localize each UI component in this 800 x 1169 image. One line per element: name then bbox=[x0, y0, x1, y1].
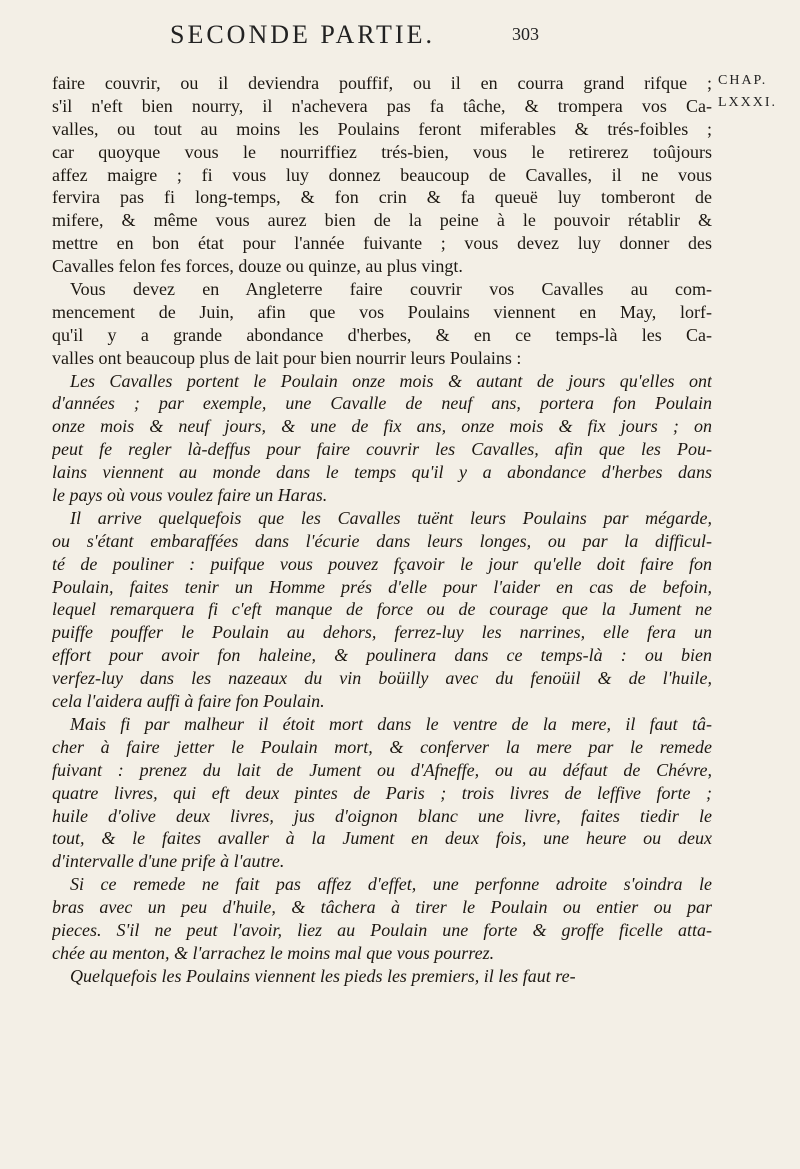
text-line: cela l'aidera auffi à faire fon Poulain. bbox=[52, 691, 325, 712]
text-line: qu'il y a grande abondance d'herbes, & en ce temps-là les Ca- bbox=[52, 324, 712, 345]
paragraph bbox=[52, 873, 712, 965]
text-line: pieces. S'il ne peut l'avoir, liez au Poulain une forte & groffe ficelle atta- bbox=[52, 919, 712, 940]
text-line: Poulain, faites tenir un Homme prés d'elle pour l'aider en cas de befoin, bbox=[52, 576, 712, 597]
body-text bbox=[52, 72, 712, 988]
text-line: Les Cavalles portent le Poulain onze mois & autant de jours qu'elles ont bbox=[70, 370, 712, 391]
chapter-marker bbox=[718, 70, 798, 114]
text-line: affez maigre ; fi vous luy donnez beaucoup de Cavalles, il ne vous bbox=[52, 164, 712, 185]
text-line: valles ont beaucoup plus de lait pour bien nourrir leurs Poulains : bbox=[52, 347, 522, 368]
text-line: Cavalles felon fes forces, douze ou quinze, au plus vingt. bbox=[52, 256, 463, 277]
text-line: ou s'étant embaraffées dans l'écurie dans leurs longes, ou par la difficul- bbox=[52, 530, 712, 551]
text-line: mencement de Juin, afin que vos Poulains viennent en May, lorf- bbox=[52, 301, 712, 322]
text-line: effort pour avoir fon haleine, & poulinera dans ce temps-là : ou bien bbox=[52, 645, 712, 666]
paragraph bbox=[52, 965, 712, 988]
text-line: d'années ; par exemple, une Cavalle de neuf ans, portera fon Poulain bbox=[52, 393, 712, 414]
chapter-number: LXXXI. bbox=[718, 95, 778, 110]
text-line: fuivant : prenez du lait de Jument ou d'Afneffe, ou au défaut de Chévre, bbox=[52, 759, 712, 780]
text-line: Si ce remede ne fait pas affez d'effet, une perfonne adroite s'oindra le bbox=[70, 874, 712, 895]
page-number: 303 bbox=[512, 24, 539, 44]
text-line: d'intervalle d'une prife à l'autre. bbox=[52, 851, 285, 872]
text-line: Quelquefois les Poulains viennent les pieds les premiers, il les faut re- bbox=[70, 965, 576, 986]
text-line: té de pouliner : puifque vous pouvez fçavoir le jour qu'elle doit faire fon bbox=[52, 553, 712, 574]
text-line: s'il n'eft bien nourry, il n'achevera pas fa tâche, & trompera vos Ca- bbox=[52, 95, 712, 116]
text-line: cher à faire jetter le Poulain mort, & conferver la mere par le remede bbox=[52, 736, 712, 757]
running-head bbox=[0, 8, 800, 48]
paragraph bbox=[52, 72, 712, 278]
text-line: mettre en bon état pour l'année fuivante ; vous devez luy donner des bbox=[52, 233, 712, 254]
text-line: verfez-luy dans les nazeaux du vin boüilly avec du fenoüil & de l'huile, bbox=[52, 668, 712, 689]
text-line: chée au menton, & l'arrachez le moins mal que vous pourrez. bbox=[52, 942, 495, 963]
text-line: valles, ou tout au moins les Poulains feront miferables & trés-foibles ; bbox=[52, 118, 712, 139]
paragraph bbox=[52, 278, 712, 370]
running-title: SECONDE PARTIE. bbox=[170, 20, 435, 49]
text-line: bras avec un peu d'huile, & tâchera à tirer le Poulain ou entier ou par bbox=[52, 897, 712, 918]
text-line: tout, & le faites avaller à la Jument en deux fois, une heure ou deux bbox=[52, 828, 712, 849]
chapter-label: CHAP. bbox=[718, 73, 768, 88]
text-line: le pays où vous voulez faire un Haras. bbox=[52, 485, 328, 506]
text-line: faire couvrir, ou il deviendra pouffif, ou il en courra grand rifque ; bbox=[52, 73, 712, 93]
text-line: Vous devez en Angleterre faire couvrir vos Cavalles au com- bbox=[70, 279, 712, 300]
paragraph bbox=[52, 713, 712, 873]
text-line: fervira pas fi long-temps, & fon crin & fa queuë luy tomberont de bbox=[52, 187, 712, 208]
text-line: lains viennent au monde dans le temps qu'il y a abondance d'herbes dans bbox=[52, 462, 712, 483]
text-line: car quoyque vous le nourriffiez trés-bien, vous le retirerez toûjours bbox=[52, 141, 712, 162]
text-line: peut fe regler là-deffus pour faire couvrir les Cavalles, afin que les Pou- bbox=[52, 439, 712, 460]
text-line: Mais fi par malheur il étoit mort dans le ventre de la mere, il faut tâ- bbox=[70, 713, 712, 734]
text-line: lequel remarquera fi c'eft manque de force ou de courage que la Jument ne bbox=[52, 599, 712, 620]
paragraph bbox=[52, 507, 712, 713]
text-line: quatre livres, qui eft deux pintes de Paris ; trois livres de leffive forte ; bbox=[52, 782, 712, 803]
text-line: puiffe pouffer le Poulain au dehors, ferrez-luy les narrines, elle fera un bbox=[52, 622, 712, 643]
text-line: mifere, & même vous aurez bien de la peine à le pouvoir rétablir & bbox=[52, 210, 712, 231]
text-line: huile d'olive deux livres, jus d'oignon blanc une livre, faites tiedir le bbox=[52, 805, 712, 826]
paragraph bbox=[52, 370, 712, 507]
text-line: onze mois & neuf jours, & une de fix ans, onze mois & fix jours ; on bbox=[52, 416, 712, 437]
text-line: Il arrive quelquefois que les Cavalles tuënt leurs Poulains par mégarde, bbox=[70, 507, 712, 528]
